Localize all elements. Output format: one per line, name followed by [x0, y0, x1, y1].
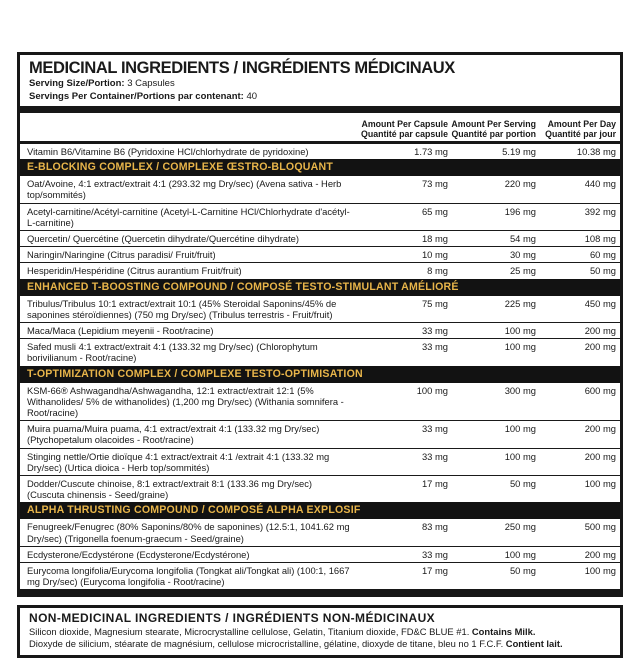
ingredient-name: Eurycoma longifolia/Eurycoma longifolia (Tongkat ali/Tongkat ali) (100:1, 1667 mg Dry/sec) (Eurycoma longifolia - Root/racine) — [27, 565, 350, 588]
amount-per-serving: 100 mg — [504, 548, 536, 560]
ingredient-row — [20, 262, 620, 278]
amount-per-capsule: 33 mg — [421, 548, 448, 560]
amount-per-day: 200 mg — [584, 325, 616, 337]
ingredient-row — [20, 519, 620, 545]
serving-size-label: Serving Size/Portion: — [29, 78, 125, 89]
amount-per-day: 200 mg — [584, 450, 616, 462]
ingredient-row — [20, 296, 620, 322]
ingredient-name: Naringin/Naringine (Citrus paradisi/ Fruit/fruit) — [27, 249, 216, 261]
ingredient-name: Oat/Avoine, 4:1 extract/extrait 4:1 (293.32 mg Dry/sec) (Avena sativa - Herb top/sommités) — [27, 178, 342, 201]
servings-per-container-line — [29, 91, 611, 104]
ingredient-row — [20, 230, 620, 246]
amount-per-capsule: 17 mg — [421, 478, 448, 490]
amount-per-serving: 100 mg — [504, 450, 536, 462]
ingredient-name: Maca/Maca (Lepidium meyenii - Root/racine) — [27, 325, 214, 337]
amount-per-serving: 50 mg — [509, 565, 536, 577]
amount-per-serving: 100 mg — [504, 341, 536, 353]
amount-per-day: 100 mg — [584, 565, 616, 577]
amount-per-capsule: 1.73 mg — [414, 146, 448, 157]
footer-line: Dioxyde de silicium, stéarate de magnésium, cellulose microcristalline, gélatine, dioxyde de titane, bleu no 1 F.C.F. Contient lait. — [29, 638, 563, 650]
ingredient-row — [20, 383, 620, 421]
amount-per-serving: 250 mg — [504, 521, 536, 533]
non-medicinal-title: NON-MEDICINAL INGREDIENTS / INGRÉDIENTS NON-MÉDICINAUX — [29, 611, 436, 626]
amount-per-serving: 300 mg — [504, 384, 536, 396]
amount-per-day: 50 mg — [589, 265, 616, 277]
amount-per-capsule: 17 mg — [421, 565, 448, 577]
ingredient-row — [20, 448, 620, 475]
amount-per-day: 10.38 mg — [576, 146, 616, 157]
amount-per-day: 200 mg — [584, 423, 616, 435]
ingredient-name: Hesperidin/Hespéridine (Citrus aurantium Fruit/fruit) — [27, 265, 242, 277]
ingredient-row — [20, 144, 620, 159]
column-header-per-day: Amount Per Day Quantité par jour — [545, 119, 616, 139]
amount-per-day: 200 mg — [584, 548, 616, 560]
ingredient-row — [20, 246, 620, 262]
footer-lines — [29, 626, 611, 649]
ingredient-name: Safed musli 4:1 extract/extrait 4:1 (133.32 mg Dry/sec) (Chlorophytum borivilianum - Root/racine) — [27, 341, 318, 364]
ingredient-name: Quercetin/ Quercétine (Quercetin dihydrate/Quercétine dihydrate) — [27, 233, 300, 245]
amount-per-day: 60 mg — [589, 249, 616, 261]
ingredient-name: Fenugreek/Fenugrec (80% Saponins/80% de saponines) (12.5:1, 1041.62 mg Dry/sec) (Trigonella foenum-graecum - Seed/graine) — [27, 521, 350, 544]
ingredients-table — [17, 113, 623, 597]
amount-per-serving: 5.19 mg — [502, 146, 536, 157]
ingredient-name: Dodder/Cuscute chinoise, 8:1 extract/extrait 8:1 (133.36 mg Dry/sec) (Cuscuta chinensis - Seed/graine) — [27, 478, 313, 501]
ingredient-name: Stinging nettle/Ortie dioïque 4:1 extract/extrait 4:1 /extrait 4:1 (133.32 mg Dry/sec) (Urtica dioica - Herb top/sommités) — [27, 450, 330, 473]
non-medicinal-box — [17, 605, 623, 657]
amount-per-capsule: 100 mg — [416, 384, 448, 396]
amount-per-day: 108 mg — [584, 233, 616, 245]
ingredient-row — [20, 420, 620, 447]
amount-per-serving: 100 mg — [504, 423, 536, 435]
section-header: ALPHA THRUSTING COMPOUND / COMPOSÉ ALPHA EXPLOSIF — [20, 502, 620, 519]
ingredient-row — [20, 338, 620, 365]
column-header-per-capsule: Amount Per Capsule Quantité par capsule — [360, 119, 448, 139]
amount-per-capsule: 18 mg — [421, 233, 448, 245]
ingredient-row — [20, 546, 620, 562]
amount-per-day: 100 mg — [584, 478, 616, 490]
ingredient-row — [20, 203, 620, 230]
amount-per-serving: 225 mg — [504, 297, 536, 309]
ingredient-name: Muira puama/Muira puama, 4:1 extract/extrait 4:1 (133.32 mg Dry/sec) (Ptychopetalum olacoides - Root/racine) — [27, 423, 320, 446]
amount-per-day: 600 mg — [584, 384, 616, 396]
amount-per-serving: 100 mg — [504, 325, 536, 337]
section-header: E-BLOCKING COMPLEX / COMPLEXE ŒSTRO-BLOQUANT — [20, 159, 620, 176]
amount-per-capsule: 33 mg — [421, 325, 448, 337]
amount-per-capsule: 8 mg — [427, 265, 448, 277]
amount-per-serving: 30 mg — [509, 249, 536, 261]
ingredient-name: Acetyl-carnitine/Acétyl-carnitine (Acetyl-L-Carnitine HCl/Chlorhydrate d'acétyl-L-carnitine) — [27, 205, 350, 228]
serving-size-line — [29, 78, 611, 91]
servings-per-container-value: 40 — [246, 90, 258, 102]
ingredient-row — [20, 176, 620, 202]
amount-per-capsule: 75 mg — [421, 297, 448, 309]
ingredient-name: Vitamin B6/Vitamine B6 (Pyridoxine HCl/chlorhydrate de pyridoxine) — [27, 146, 309, 157]
supplement-label — [17, 52, 623, 658]
page-title: MEDICINAL INGREDIENTS / INGRÉDIENTS MÉDICINAUX — [29, 59, 455, 77]
amount-per-capsule: 65 mg — [421, 205, 448, 217]
column-header-row — [20, 113, 620, 144]
ingredient-name: Tribulus/Tribulus 10:1 extract/extrait 10:1 (45% Steroidal Saponins/45% de saponines stéroïdiennes) (750 mg Dry/sec) (Tribulus terrestris - Fruit/fruit) — [27, 297, 337, 320]
amount-per-capsule: 10 mg — [421, 249, 448, 261]
amount-per-serving: 50 mg — [509, 478, 536, 490]
amount-per-day: 500 mg — [584, 521, 616, 533]
amount-per-serving: 54 mg — [509, 233, 536, 245]
section-header: ENHANCED T-BOOSTING COMPOUND / COMPOSÉ TESTO-STIMULANT AMÉLIORÉ — [20, 279, 620, 296]
footer-line: Silicon dioxide, Magnesium stearate, Microcrystalline cellulose, Gelatin, Titanium dioxide, FD&C BLUE #1. Contains Milk. — [29, 626, 536, 638]
amount-per-day: 450 mg — [584, 297, 616, 309]
amount-per-serving: 220 mg — [504, 178, 536, 190]
ingredient-row — [20, 322, 620, 338]
amount-per-serving: 25 mg — [509, 265, 536, 277]
amount-per-capsule: 33 mg — [421, 423, 448, 435]
ingredient-name: KSM-66® Ashwagandha/Ashwagandha, 12:1 extract/extrait 12:1 (5% Withanolides/ 5% de withanolides) (1,200 mg Dry/sec) (Withania somnifera - Root/racine) — [27, 384, 344, 419]
ingredient-row — [20, 475, 620, 502]
amount-per-day: 200 mg — [584, 341, 616, 353]
amount-per-serving: 196 mg — [504, 205, 536, 217]
amount-per-day: 392 mg — [584, 205, 616, 217]
amount-per-capsule: 33 mg — [421, 341, 448, 353]
serving-size-value: 3 Capsules — [127, 78, 175, 89]
section-header: T-OPTIMIZATION COMPLEX / COMPLEXE TESTO-OPTIMISATION — [20, 366, 620, 383]
servings-per-container-label: Servings Per Container/Portions par contenant: — [29, 90, 244, 102]
amount-per-capsule: 73 mg — [421, 178, 448, 190]
table-body — [20, 144, 620, 589]
ingredient-name: Ecdysterone/Ecdystérone (Ecdysterone/Ecdystérone) — [27, 548, 250, 560]
title-box — [17, 52, 623, 113]
ingredient-row — [20, 562, 620, 589]
amount-per-capsule: 33 mg — [421, 450, 448, 462]
column-header-per-serving: Amount Per Serving Quantité par portion — [451, 119, 536, 139]
amount-per-capsule: 83 mg — [421, 521, 448, 533]
amount-per-day: 440 mg — [584, 178, 616, 190]
